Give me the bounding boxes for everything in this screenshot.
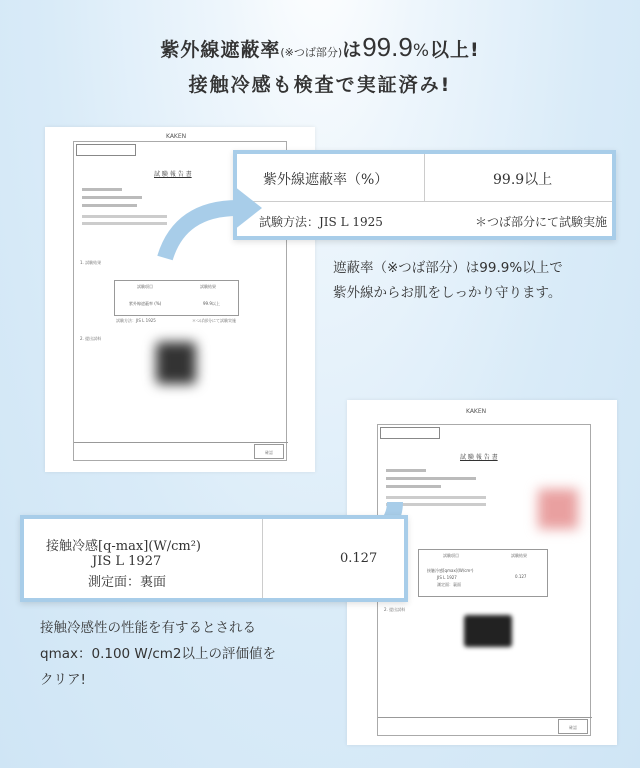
arrow-up-right-icon xyxy=(150,180,270,270)
report-2-stamp: 確認 xyxy=(558,719,588,734)
headline-uv-value: 99.9 xyxy=(362,32,413,62)
uv-callout-label: 紫外線遮蔽率（%） xyxy=(263,172,389,188)
cooling-description-line1: 接触冷感性の性能を有するとされる xyxy=(40,620,256,636)
report-2-redacted-area xyxy=(538,489,578,529)
cooling-callout-value: 0.127 xyxy=(340,551,378,566)
uv-callout-note: ＊つば部分にて試験実施 xyxy=(475,215,608,229)
report-1-table-head-2: 試験結果 xyxy=(200,284,216,289)
uv-callout-divider-v xyxy=(424,154,425,201)
report-1-header-box xyxy=(76,144,136,156)
headline-line1 xyxy=(0,32,640,63)
report-2-table-item: 接触冷感[qmax](W/cm²) xyxy=(427,568,474,573)
uv-callout-divider-h xyxy=(237,201,612,202)
report-1-section2: 2. 提出試料 xyxy=(80,336,102,341)
headline-line2: 接触冷感も検査で実証済み! xyxy=(188,74,452,96)
report-2-section2: 2. 提出試料 xyxy=(384,607,406,612)
uv-callout-method: 試験方法：JIS L 1925 xyxy=(259,215,383,229)
cooling-description xyxy=(40,615,276,693)
report-2-title: 試 験 報 告 書 xyxy=(460,454,498,461)
headline-percent: % xyxy=(412,41,430,61)
report-2-table-result: 0.127 xyxy=(515,574,527,579)
report-2-brand: KAKEN xyxy=(466,408,487,415)
report-2-footer-line xyxy=(378,717,592,718)
report-2-table-face: 測定面：裏面 xyxy=(437,582,461,587)
headline-brim-note: (※つば部分) xyxy=(280,46,343,59)
report-1-method-note: 試験方法：JIS L 1925 xyxy=(116,318,156,323)
cooling-callout xyxy=(20,515,408,602)
report-2-header-box xyxy=(380,427,440,439)
report-1-part-note: ＊つば部分にて試験実施 xyxy=(192,318,236,323)
headline-particle: は xyxy=(342,39,363,61)
report-1-sample-photo xyxy=(156,342,196,384)
report-1-brand: KAKEN xyxy=(166,133,187,140)
uv-description-line2: 紫外線からお肌をしっかり守ります。 xyxy=(333,285,562,301)
cooling-description-line3: クリア! xyxy=(40,672,86,688)
report-1-table-item: 紫外線遮蔽率 (%) xyxy=(129,301,162,306)
headline-uv-label: 紫外線遮蔽率 xyxy=(160,39,281,61)
cooling-callout-face: 測定面：裏面 xyxy=(88,575,167,590)
headline-or-more: 以上! xyxy=(429,39,480,61)
report-1-table-result: 99.9以上 xyxy=(203,301,220,306)
uv-callout xyxy=(233,150,616,240)
cooling-callout-divider-v xyxy=(262,519,263,598)
report-1-table-head-1: 試験項目 xyxy=(137,284,153,289)
cooling-description-line2: qmax：0.100 W/cm2以上の評価値を xyxy=(40,646,276,662)
report-2-sample-photo xyxy=(464,615,512,647)
cooling-callout-label: 接触冷感[q-max](W/cm²) xyxy=(46,539,201,554)
uv-description-line1: 遮蔽率（※つば部分）は99.9%以上で xyxy=(333,260,563,276)
report-2-table-head-1: 試験項目 xyxy=(443,553,459,558)
report-2-table-method: JIS L 1927 xyxy=(437,575,457,580)
report-1-title: 試 験 報 告 書 xyxy=(154,171,192,178)
report-2-mini-table xyxy=(418,549,548,597)
report-1-footer-line xyxy=(74,442,288,443)
uv-callout-value: 99.9以上 xyxy=(493,172,553,188)
uv-description xyxy=(333,256,563,306)
cooling-callout-method: JIS L 1927 xyxy=(92,554,162,569)
report-1-stamp: 確認 xyxy=(254,444,284,459)
report-1-mini-table xyxy=(114,280,239,316)
report-2-table-head-2: 試験結果 xyxy=(511,553,527,558)
report-1-section1: 1. 試験結果 xyxy=(80,260,102,265)
